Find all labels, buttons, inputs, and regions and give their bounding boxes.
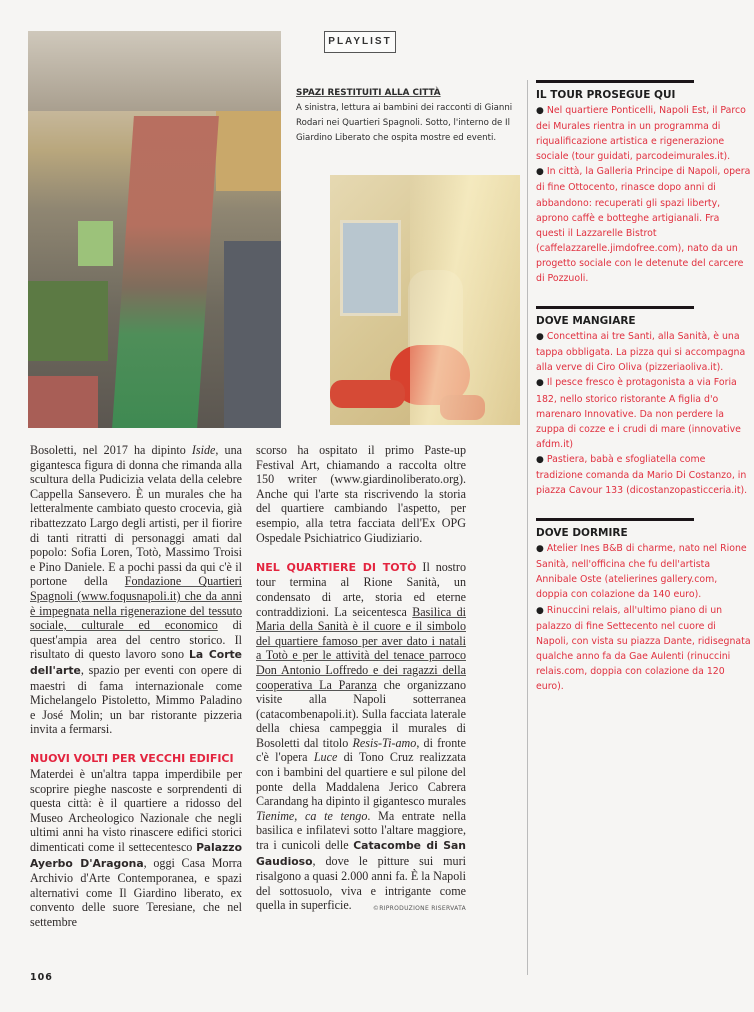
text: di Tono Cruz realizzata con i bambini del quartiere e sul pilone del ponte della Maddalena Jerico Cabrera Carandang ha dipinto il gigantesco murales (256, 750, 467, 809)
article-paragraph (30, 443, 242, 737)
artwork-title: Iside (191, 443, 216, 457)
sidebar-section (536, 80, 751, 286)
bullet-icon: ● (536, 167, 544, 178)
text: Bosoletti, nel 2017 ha dipinto (30, 443, 192, 457)
article-paragraph (256, 560, 466, 913)
bullet-icon: ● (536, 605, 544, 616)
item-text: Il pesce fresco è protagonista a via Foria 182, nello storico ristorante A figlia d'o marenaro Innovative. Da non perdere la zuppa di cozze e i crudi di mare (innovative afdm.it) (536, 377, 741, 450)
text: di quest'ampia area del centro storico. Il risultato di questo lavoro sono (30, 618, 242, 662)
sidebar-item (536, 103, 751, 164)
item-text: Atelier Ines B&B di charme, nato nel Rione Sanità, nell'officina che fu dell'artista Annibale Oste (atelierines gallery.com, doppia con colazione da 140 euro). (536, 543, 747, 601)
text: , spazio per eventi con opere di maestri di fama internazionale come Michelangelo Pistoletto, Mimmo Paladino e José Molin; un bar ristorante pizzeria invita a fermarsi. (30, 662, 242, 737)
section-label: PLAYLIST (324, 31, 396, 53)
photo-red-fabric (330, 380, 405, 408)
underlined-text: Fondazione Quartieri Spagnoli (www.foqusnapoli.it) che da anni è impegnata nella rigenerazione del tessuto sociale, culturale ed economico (30, 574, 242, 633)
photo-shadow-building (224, 241, 281, 428)
bullet-icon: ● (536, 106, 544, 116)
artwork-title: Resis-Ti-amo (352, 735, 417, 750)
artwork-title: Tienime, ca te tengo (256, 808, 368, 823)
photo-red-roof (28, 376, 98, 428)
text: scorso ha ospitato il primo Paste-up Festival Art, chiamando a raccolta oltre 150 writer (www.giardinoliberato.org). Anche qui l'arte sta riscrivendo la storia del quartiere cambiando l'aspetto, per esempio, alla tetra facciata dell'Ex OPG Ospedale Psichiatrico Giudiziario. (256, 443, 466, 545)
text: , una gigantesca figura di donna che rimanda alla scultura della Pudicizia velata della celebre Cappella Sansevero. È un murales che ha letteralmente cambiato questo crocevia, già ribattezzato Largo degli artisti, per il fiorire di tanti ritratti di personaggi amati dal popolo: Sofia Loren, Totò, Massimo Troisi e Pino Daniele. E a pochi passi da qui c'è il portone della (30, 443, 242, 589)
sidebar-item (536, 541, 751, 602)
section-heading: NUOVI VOLTI PER VECCHI EDIFICI (30, 752, 234, 766)
sidebar-heading: DOVE DORMIRE (536, 527, 628, 540)
article-paragraph (30, 751, 242, 929)
item-text: In città, la Galleria Principe di Napoli, opera di fine Ottocento, rinasce dopo anni di abbandono: recuperati gli spazi liberty, aprono caffè e botteghe artigianali. Fra questi il Lazzarelle Bistrot (caffelazzarelle.jimdofree.com), nato da un progetto sociale con le detenute del carcere di Pozzuoli. (536, 166, 751, 285)
venue-name: Palazzo Ayerbo D'Aragona (30, 841, 242, 870)
venue-name: Catacombe di San Gaudioso (256, 839, 466, 868)
divider (536, 518, 694, 521)
item-text: Rinuccini relais, all'ultimo piano di un palazzo di fine Settecento nel cuore di Napoli, con vista su piazza Dante, ridisegnata qualche anno fa da Gae Aulenti (rinuccini relais.com, doppia con colazione da 120 euro). (536, 604, 751, 692)
photo-yellow-building (216, 111, 281, 191)
photo-green-roof (78, 221, 113, 266)
sidebar-heading: IL TOUR PROSEGUE QUI (536, 89, 676, 101)
photo-window (340, 220, 401, 316)
article-paragraph (256, 443, 466, 545)
photo-trees (28, 281, 108, 361)
item-text: Pastiera, babà e sfogliatella come tradizione comanda da Mario Di Costanzo, in piazza Cavour 133 (dicostanzopasticceria.it). (536, 453, 748, 497)
text: , dove le pitture sui muri risalgono a quasi 2.000 anni fa. È la Napoli del sottosuolo, viva e intrigante come quella in superficie. (256, 853, 466, 913)
page-number: 106 (30, 972, 53, 983)
photo-veil (410, 175, 520, 425)
sidebar-item (536, 375, 751, 451)
sidebar-item (536, 603, 751, 695)
bullet-icon: ● (536, 454, 544, 465)
article-column-1 (30, 443, 242, 930)
sidebar-item (536, 164, 751, 286)
article-column-2 (256, 443, 466, 917)
text: . Ma entrate nella basilica e infilatevi sotto l'altare maggiore, tra i cunicoli delle (256, 808, 466, 853)
photo-rooftop-terrace (112, 116, 219, 428)
text: che organizzano visite alla Napoli sotterranea (catacombenapoli.it). Sulla facciata laterale della chiesa campeggia il murales di Bosoletti dal titolo (256, 677, 466, 750)
photo-buildings (28, 31, 281, 111)
sidebar-item (536, 452, 751, 498)
bullet-icon: ● (536, 544, 544, 555)
text: , di fronte c'è l'opera (256, 735, 466, 765)
sidebar-heading: DOVE MANGIARE (536, 315, 636, 328)
underlined-text: Basilica di Maria della Sanità è il cuore e il simbolo del quartiere famoso per aver dato i natali a Totò e per le attività del tenace parroco Don Antonio Loffredo e dei ragazzi della cooperativa La Paranza (256, 604, 466, 692)
sidebar-section (536, 306, 751, 498)
text: , oggi Casa Morra Archivio d'Arte Contemporanea, e spazi alternativi come Il Giardino liberato, ex convento delle suore Teresiane, che nel settembre (30, 855, 242, 929)
giardino-liberato-interior-photo (330, 175, 520, 425)
item-text: Nel quartiere Ponticelli, Napoli Est, il Parco dei Murales rientra in un programma di riqualificazione artistica e rigenerazione sociale (tour guidati, parcodeimurales.it). (536, 105, 746, 163)
text: Il nostro tour termina al Rione Sanità, un condensato di arte, storia ed eterne contraddizioni. La seicentesca (256, 559, 466, 619)
bullet-icon: ● (536, 378, 544, 389)
caption-title: SPAZI RESTITUITI ALLA CITTÀ (296, 88, 441, 98)
divider (536, 80, 694, 83)
rooftop-reading-photo (28, 31, 281, 428)
section-heading: NEL QUARTIERE DI TOTÒ (256, 560, 417, 574)
text: Materdei è un'altra tappa imperdibile per scoprire pieghe nascoste e sorprendenti di questa città: è il quartiere a ridosso del Museo Archeologico Nazionale che negli ultimi anni ha visto rinascere edifici storici dimenticati come il settecentesco (30, 767, 242, 855)
divider (536, 306, 694, 309)
caption-text: A sinistra, lettura ai bambini dei racconti di Gianni Rodari nei Quartieri Spagnoli. Sotto, l'interno de Il Giardino Liberato che ospita mostre ed eventi. (296, 103, 513, 143)
bullet-icon: ● (536, 332, 544, 343)
sidebar-item (536, 329, 751, 375)
sidebar (527, 80, 751, 975)
photo-caption (296, 86, 516, 146)
sidebar-section (536, 518, 751, 694)
copyright-notice: ©RIPRODUZIONE RISERVATA (372, 905, 466, 913)
venue-name: La Corte dell'arte (30, 648, 242, 677)
item-text: Concettina ai tre Santi, alla Sanità, è una tappa obbligata. La pizza qui si accompagna alla verve di Ciro Oliva (pizzeriaoliva.it). (536, 331, 746, 374)
artwork-title: Luce (313, 750, 338, 765)
